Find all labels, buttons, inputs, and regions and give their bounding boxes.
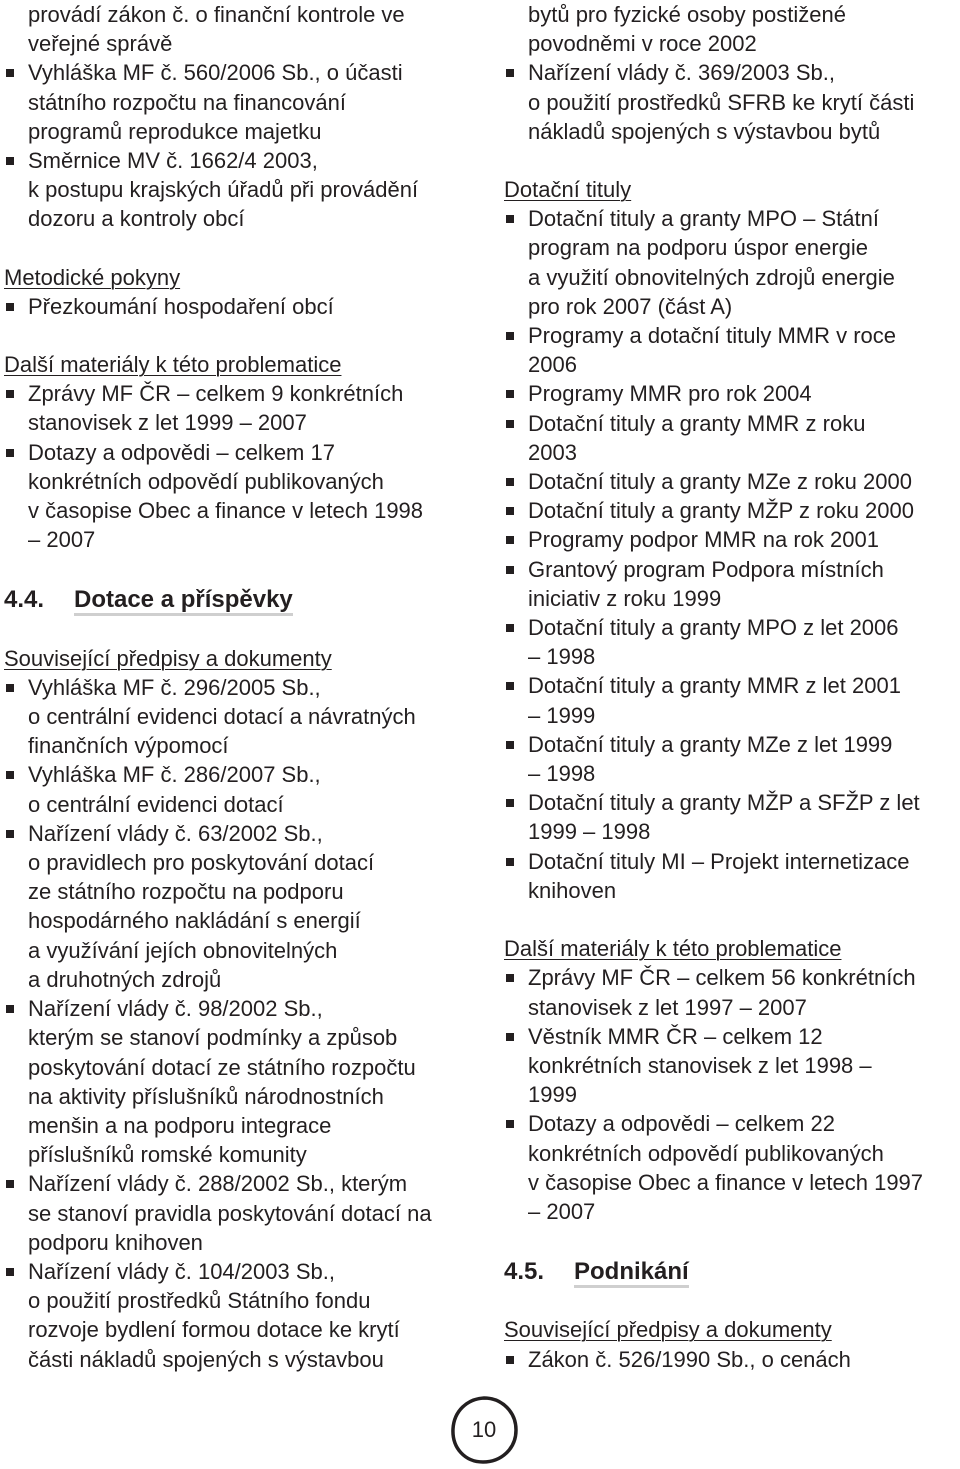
section-title: Dotace a příspěvky xyxy=(74,586,293,616)
list-item xyxy=(504,321,960,379)
left-column xyxy=(4,0,474,1374)
list-item-text: Zprávy MF ČR – celkem 56 konkrétních stanovisek z let 1997 – 2007 xyxy=(528,965,916,1020)
section-number: 4.4. xyxy=(4,586,45,614)
list-item-text: Nařízení vlády č. 104/2003 Sb., o použití prostředků Státního fondu rozvoje bydlení formou dotace ke krytí části nákladů spojených s výstavbou xyxy=(28,1258,400,1372)
list-item xyxy=(4,292,474,321)
list-item xyxy=(4,438,474,555)
subheading-souvisejici-predpisy-a-dokumenty: Související předpisy a dokumenty xyxy=(504,1317,832,1343)
list-item xyxy=(504,613,960,671)
list-item-text: Programy podpor MMR na rok 2001 xyxy=(528,527,879,553)
square-bullet-icon xyxy=(6,830,14,838)
list-item xyxy=(504,1022,960,1110)
list-item-text: Dotační tituly MI – Projekt internetizace knihoven xyxy=(528,848,910,903)
square-bullet-icon xyxy=(6,1005,14,1013)
list-item xyxy=(504,788,960,846)
list-item xyxy=(504,379,960,408)
list-item xyxy=(504,730,960,788)
list-item xyxy=(504,58,960,146)
list-item xyxy=(504,1109,960,1226)
list-item-text: Programy a dotační tituly MMR v roce 2006 xyxy=(528,323,897,378)
square-bullet-icon xyxy=(506,420,514,428)
section-number: 4.5. xyxy=(504,1258,545,1286)
spacer xyxy=(4,615,474,644)
list-item-text: bytů pro fyzické osoby postižené povodněmi v roce 2002 xyxy=(528,2,846,57)
list-item-text: Směrnice MV č. 1662/4 2003, k postupu krajských úřadů při provádění dozoru a kontroly obcí xyxy=(28,148,419,232)
square-bullet-icon xyxy=(506,799,514,807)
list-item-text: Nařízení vlády č. 369/2003 Sb., o použití prostředků SFRB ke krytí části nákladů spojených s výstavbou bytů xyxy=(528,60,915,144)
subheading-souvisejici-predpisy-a-dokumenty: Související předpisy a dokumenty xyxy=(4,645,332,671)
list-item-text: Nařízení vlády č. 98/2002 Sb., kterým se stanoví podmínky a způsob poskytování dotací ze státního rozpočtu na aktivity příslušníků národnostních menšin a na podporu integrace příslušníků romské komunity xyxy=(28,996,416,1168)
list-item-text: Zprávy MF ČR – celkem 9 konkrétních stanovisek z let 1999 – 2007 xyxy=(28,381,404,436)
list-item xyxy=(4,1257,474,1374)
list-item xyxy=(4,819,474,994)
square-bullet-icon xyxy=(6,1268,14,1276)
list-item-text: Dotační tituly a granty MPO z let 2006 – 1998 xyxy=(528,615,899,670)
list-item-text: Programy MMR pro rok 2004 xyxy=(528,381,812,407)
list-item xyxy=(4,760,474,818)
square-bullet-icon xyxy=(506,332,514,340)
list-item-text: Vyhláška MF č. 296/2005 Sb., o centrální evidenci dotací a návratných finančních výpomocí xyxy=(28,674,416,759)
spacer xyxy=(504,1286,960,1315)
list-item-text: Dotazy a odpovědi – celkem 22 konkrétních odpovědí publikovaných v časopise Obec a finance v letech 1997 – 2007 xyxy=(528,1111,924,1224)
square-bullet-icon xyxy=(506,741,514,749)
square-bullet-icon xyxy=(6,684,14,692)
spacer xyxy=(4,234,474,263)
list-item xyxy=(504,467,960,496)
list-item-text: Dotační tituly a granty MMR z roku 2003 xyxy=(528,410,866,465)
list-item-text: Dotační tituly a granty MŽP a SFŽP z let 1999 – 1998 xyxy=(528,790,920,845)
square-bullet-icon xyxy=(506,682,514,690)
list-item xyxy=(504,963,960,1021)
spacer xyxy=(504,146,960,175)
list-item-text: Věstník MMR ČR – celkem 12 konkrétních stanovisek z let 1998 – 1999 xyxy=(528,1023,872,1108)
square-bullet-icon xyxy=(506,624,514,632)
spacer xyxy=(4,321,474,350)
list-item-text: Nařízení vlády č. 288/2002 Sb., kterým se stanoví pravidla poskytování dotací na podporu knihoven xyxy=(28,1171,432,1255)
square-bullet-icon xyxy=(506,69,514,77)
list-item xyxy=(4,1169,474,1257)
list-item xyxy=(4,994,474,1169)
list-item-text: Dotační tituly a granty MPO – Státní program na podporu úspor energie a využití obnovitelných zdrojů energie pro rok 2007 (část A) xyxy=(528,206,895,319)
list-item-text: Vyhláška MF č. 286/2007 Sb., o centrální evidenci dotací xyxy=(28,762,321,817)
square-bullet-icon xyxy=(506,536,514,544)
subheading-dotacni-tituly: Dotační tituly xyxy=(504,177,632,203)
square-bullet-icon xyxy=(506,858,514,866)
square-bullet-icon xyxy=(6,449,14,457)
square-bullet-icon xyxy=(6,1180,14,1188)
page-number: 10 xyxy=(471,1417,497,1443)
section-title: Podnikání xyxy=(574,1258,689,1288)
list-item xyxy=(504,204,960,321)
list-item xyxy=(504,496,960,525)
list-item-text: Vyhláška MF č. 560/2006 Sb., o účasti státního rozpočtu na financování programů reprodukce majetku xyxy=(28,60,403,144)
square-bullet-icon xyxy=(506,566,514,574)
section-heading xyxy=(504,1257,960,1286)
square-bullet-icon xyxy=(506,507,514,515)
square-bullet-icon xyxy=(6,157,14,165)
list-item xyxy=(4,146,474,234)
square-bullet-icon xyxy=(6,69,14,77)
square-bullet-icon xyxy=(506,1033,514,1041)
subheading-metodicke-pokyny: Metodické pokyny xyxy=(4,264,181,290)
list-item xyxy=(504,555,960,613)
list-item xyxy=(504,1345,960,1374)
list-item-continuation xyxy=(4,0,474,58)
list-item-text: Dotační tituly a granty MZe z roku 2000 xyxy=(528,469,912,495)
square-bullet-icon xyxy=(506,1120,514,1128)
list-item-text: Dotační tituly a granty MMR z let 2001 – 1999 xyxy=(528,673,901,728)
list-item-text: Dotační tituly a granty MZe z let 1999 – 1998 xyxy=(528,731,893,787)
list-item xyxy=(504,671,960,729)
square-bullet-icon xyxy=(6,771,14,779)
list-item xyxy=(4,379,474,437)
spacer xyxy=(504,905,960,934)
subheading-dalsi-materialy-k-teto-problematice: Další materiály k této problematice xyxy=(504,936,842,962)
list-item-text: Přezkoumání hospodaření obcí xyxy=(28,293,334,319)
list-item xyxy=(504,525,960,554)
list-item-text: Dotazy a odpovědi – celkem 17 konkrétních odpovědí publikovaných v časopise Obec a finance v letech 1998 – 2007 xyxy=(28,439,424,553)
square-bullet-icon xyxy=(506,390,514,398)
square-bullet-icon xyxy=(6,303,14,311)
list-item xyxy=(504,847,960,905)
list-item xyxy=(4,58,474,146)
square-bullet-icon xyxy=(506,478,514,486)
square-bullet-icon xyxy=(506,1356,514,1364)
list-item-continuation xyxy=(504,0,960,58)
right-column xyxy=(504,0,960,1374)
spacer xyxy=(4,554,474,583)
subheading-dalsi-materialy-k-teto-problematice: Další materiály k této problematice xyxy=(4,352,342,378)
list-item-text: Grantový program Podpora místních iniciativ z roku 1999 xyxy=(528,556,884,611)
square-bullet-icon xyxy=(506,215,514,223)
list-item-text: Dotační tituly a granty MŽP z roku 2000 xyxy=(528,498,914,524)
list-item-text: Zákon č. 526/1990 Sb., o cenách xyxy=(528,1346,851,1372)
section-heading xyxy=(4,585,474,614)
list-item xyxy=(4,673,474,761)
square-bullet-icon xyxy=(6,390,14,398)
square-bullet-icon xyxy=(506,974,514,982)
list-item xyxy=(504,409,960,467)
list-item-text: provádí zákon č. o finanční kontrole ve veřejné správě xyxy=(28,2,405,57)
spacer xyxy=(504,1226,960,1255)
page-number-badge xyxy=(446,1392,522,1468)
list-item-text: Nařízení vlády č. 63/2002 Sb., o pravidlech pro poskytování dotací ze státního rozpočtu na podporu hospodárného nakládání s energií a využívání jejích obnovitelných a druhotných zdrojů xyxy=(28,820,375,992)
